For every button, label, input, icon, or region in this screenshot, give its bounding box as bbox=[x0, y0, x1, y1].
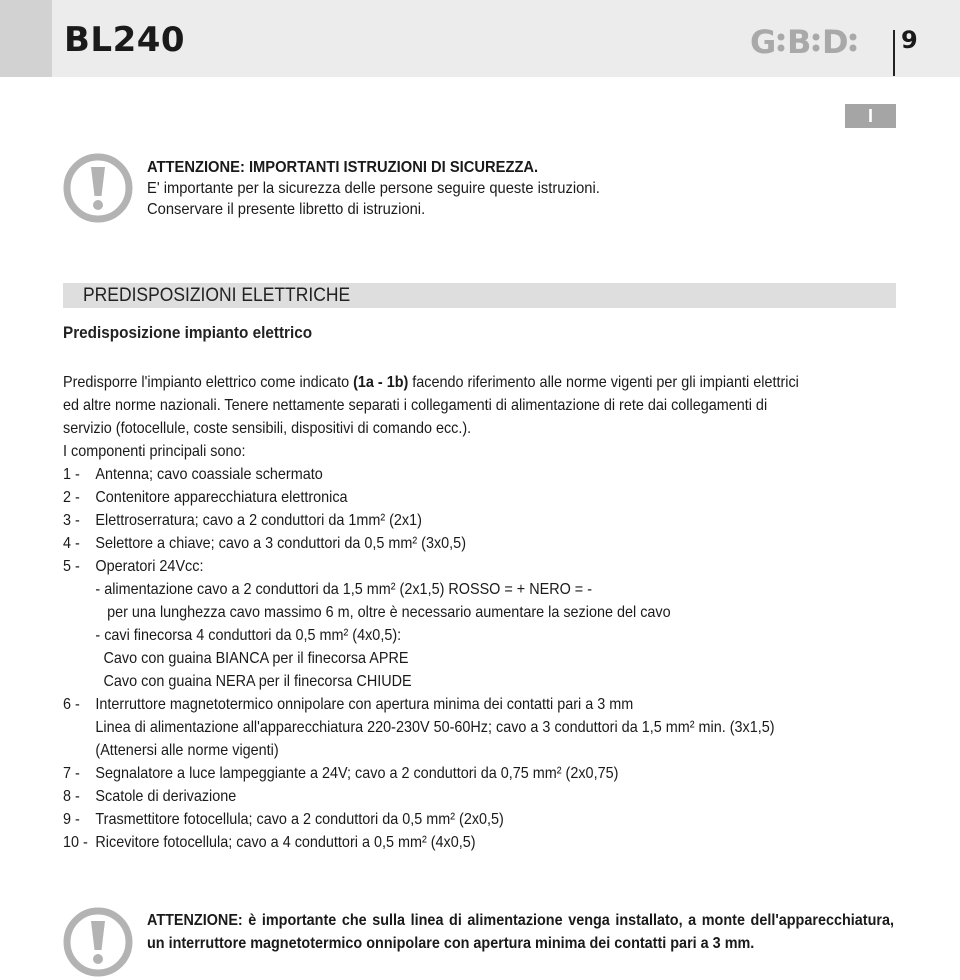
list-item bbox=[63, 555, 896, 578]
list-item bbox=[63, 486, 896, 509]
item-text: Interruttore magnetotermico onnipolare con apertura minima dei contatti pari a 3 mm bbox=[95, 696, 634, 713]
power-line-warning: ATTENZIONE: è importante che sulla linea di alimentazione venga installato, a monte dell'apparecchiatura, un interruttore magnetotermico onnipolare con apertura minima dei contatti pari a 3 mm. bbox=[147, 912, 894, 952]
list-item bbox=[63, 831, 896, 854]
intro-text: Predisporre l'impianto elettrico come indicato bbox=[63, 374, 354, 391]
item-number: 5 - bbox=[63, 558, 80, 575]
list-item bbox=[63, 785, 896, 808]
list-item bbox=[63, 509, 896, 532]
item-detail: Cavo con guaina NERA per il finecorsa CHIUDE bbox=[103, 673, 412, 690]
list-item bbox=[63, 762, 896, 785]
list-item bbox=[63, 693, 896, 716]
header-divider bbox=[893, 30, 895, 76]
list-item bbox=[63, 463, 896, 486]
item-text: Operatori 24Vcc: bbox=[95, 558, 204, 575]
section-header bbox=[63, 283, 896, 308]
page-number: 9 bbox=[901, 26, 918, 54]
language-tab: I bbox=[845, 104, 896, 128]
item-detail: - cavi finecorsa 4 conduttori da 0,5 mm² (4x0,5): bbox=[95, 627, 402, 644]
safety-warning bbox=[147, 157, 600, 220]
item-text: Selettore a chiave; cavo a 3 conduttori da 0,5 mm² (3x0,5) bbox=[95, 535, 466, 552]
item-number: 4 - bbox=[63, 535, 80, 552]
item-detail: (Attenersi alle norme vigenti) bbox=[95, 742, 279, 759]
item-number: 7 - bbox=[63, 765, 80, 782]
intro-line bbox=[63, 371, 896, 394]
item-number: 10 - bbox=[63, 834, 88, 851]
item-detail: Linea di alimentazione all'apparecchiatura 220-230V 50-60Hz; cavo a 3 conduttori da 1,5 mm² min. (3x1,5) bbox=[95, 719, 775, 736]
item-detail: Cavo con guaina BIANCA per il finecorsa APRE bbox=[103, 650, 409, 667]
list-item bbox=[63, 532, 896, 555]
intro-line: ed altre norme nazionali. Tenere nettamente separati i collegamenti di alimentazione di rete dai collegamenti di bbox=[63, 397, 768, 414]
item-number: 9 - bbox=[63, 811, 80, 828]
item-number: 2 - bbox=[63, 489, 80, 506]
item-number: 1 - bbox=[63, 466, 80, 483]
model-name: BL240 bbox=[64, 20, 186, 60]
instructions-body bbox=[63, 371, 896, 854]
exclamation-circle-icon bbox=[63, 153, 133, 223]
item-text: Segnalatore a luce lampeggiante a 24V; cavo a 2 conduttori da 0,75 mm² (2x0,75) bbox=[95, 765, 619, 782]
item-text: Scatole di derivazione bbox=[95, 788, 237, 805]
section-subheading: Predisposizione impianto elettrico bbox=[63, 323, 313, 342]
figure-reference: (1a - 1b) bbox=[353, 374, 409, 391]
item-text: Antenna; cavo coassiale schermato bbox=[95, 466, 323, 483]
item-text: Trasmettitore fotocellula; cavo a 2 conduttori da 0,5 mm² (2x0,5) bbox=[95, 811, 504, 828]
intro-line: I componenti principali sono: bbox=[63, 443, 246, 460]
svg-text:B: B bbox=[787, 23, 812, 61]
item-text: Contenitore apparecchiatura elettronica bbox=[95, 489, 348, 506]
svg-text:D: D bbox=[822, 23, 849, 61]
warning-line: E' importante per la sicurezza delle persone seguire queste istruzioni. bbox=[147, 180, 600, 197]
exclamation-circle-icon bbox=[63, 907, 133, 977]
intro-line: servizio (fotocellule, coste sensibili, dispositivi di comando ecc.). bbox=[63, 420, 472, 437]
svg-text:G: G bbox=[750, 23, 777, 61]
item-detail: per una lunghezza cavo massimo 6 m, oltre è necessario aumentare la sezione del cavo bbox=[107, 604, 671, 621]
list-item bbox=[63, 808, 896, 831]
item-number: 8 - bbox=[63, 788, 80, 805]
intro-text: facendo riferimento alle norme vigenti per gli impianti elettrici bbox=[408, 374, 799, 391]
item-text: Ricevitore fotocellula; cavo a 4 conduttori a 0,5 mm² (4x0,5) bbox=[95, 834, 476, 851]
warning-line: Conservare il presente libretto di istruzioni. bbox=[147, 201, 426, 218]
item-detail: - alimentazione cavo a 2 conduttori da 1,5 mm² (2x1,5) ROSSO = + NERO = - bbox=[95, 581, 593, 598]
page-header bbox=[0, 0, 960, 77]
header-stripe bbox=[0, 0, 52, 77]
item-number: 3 - bbox=[63, 512, 80, 529]
warning-title: ATTENZIONE: IMPORTANTI ISTRUZIONI DI SICUREZZA. bbox=[147, 159, 539, 176]
section-title: PREDISPOSIZIONI ELETTRICHE bbox=[83, 285, 351, 306]
item-text: Elettroserratura; cavo a 2 conduttori da 1mm² (2x1) bbox=[95, 512, 422, 529]
item-number: 6 - bbox=[63, 696, 80, 713]
brand-logo bbox=[750, 22, 868, 62]
